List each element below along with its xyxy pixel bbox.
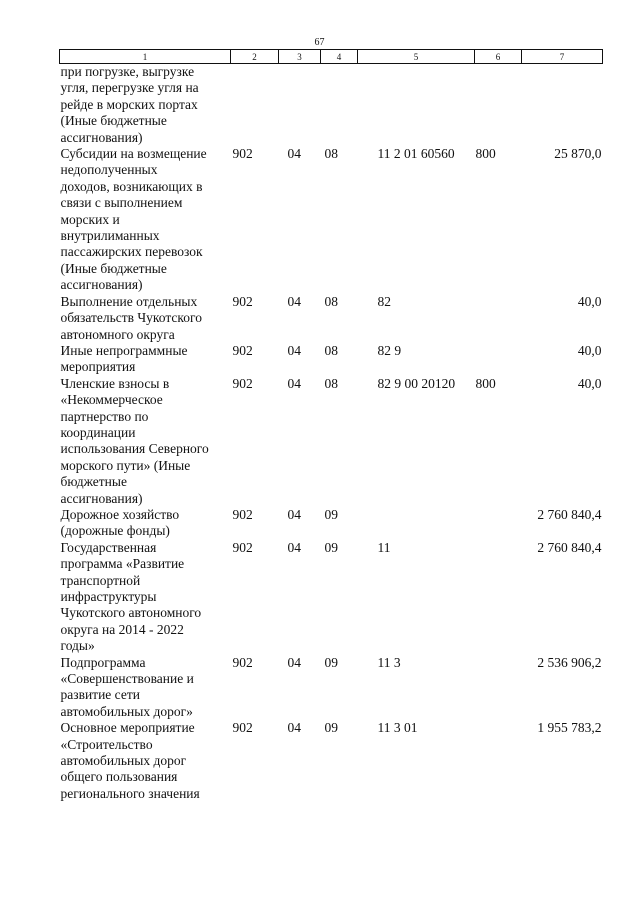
column-header-5: 5 [358,50,475,64]
admin-code-cell: 902 [232,342,253,358]
target-article-cell: 82 9 [377,342,402,358]
section-cell: 04 [287,342,301,358]
target-article-cell: 82 9 00 20120 [377,375,456,391]
table-row [60,64,603,147]
row-name-cell: Субсидии на возмещение недополученных доходов, возникающих в связи с выполнением морских и внутрилиманных пассажирских перевозок (Иные бюджетные ассигнования) [60,146,207,293]
table-row [60,343,603,376]
column-header-1: 1 [60,50,231,64]
row-name-cell: Основное мероприятие «Строительство автомобильных дорог общего пользования регионального значения [60,720,200,801]
row-name-cell: Выполнение отдельных обязательств Чукотского автономного округа [60,293,202,342]
table-row [60,655,603,721]
target-article-cell [358,507,475,540]
target-article-cell: 11 3 01 [377,720,418,736]
section-cell: 04 [287,720,301,736]
page-number: 67 [314,37,325,48]
admin-code-cell: 902 [232,654,253,670]
section-cell [279,64,321,147]
column-header-7: 7 [522,50,603,64]
target-article-cell: 82 [377,293,391,309]
amount-cell: 25 870,0 [554,146,602,162]
table-row [60,540,603,655]
expense-type-cell [475,720,522,802]
budget-table [59,49,603,802]
admin-code-cell: 902 [232,506,253,522]
table-row [60,146,603,294]
table-row [60,376,603,507]
subsection-cell: 09 [324,506,338,522]
section-cell: 04 [287,539,301,555]
target-article-cell: 11 2 01 60560 [377,146,455,162]
column-header-6: 6 [475,50,522,64]
row-name-cell: Государственная программа «Развитие транспортной инфраструктуры Чукотского автономного округа на 2014 - 2022 годы» [60,539,202,654]
subsection-cell: 09 [324,720,338,736]
subsection-cell: 08 [324,293,338,309]
column-header-4: 4 [321,50,358,64]
row-name-cell: Иные непрограммные мероприятия [60,342,188,375]
amount-cell: 40,0 [577,293,602,309]
amount-cell: 1 955 783,2 [537,720,602,736]
table-row [60,507,603,540]
subsection-cell [321,64,358,147]
amount-cell: 2 760 840,4 [537,539,602,555]
admin-code-cell: 902 [232,293,253,309]
expense-type-cell: 800 [475,375,496,391]
section-cell: 04 [287,293,301,309]
section-cell: 04 [287,654,301,670]
subsection-cell: 08 [324,375,338,391]
subsection-cell: 08 [324,342,338,358]
section-cell: 04 [287,146,301,162]
amount-cell: 2 760 840,4 [537,506,602,522]
amount-cell: 2 536 906,2 [537,654,602,670]
admin-code-cell: 902 [232,720,253,736]
table-row [60,294,603,343]
expense-type-cell [475,294,522,343]
subsection-cell: 08 [324,146,338,162]
row-name-cell: Членские взносы в «Некоммерческое партнерство по координации использования Северного морского пути» (Иные бюджетные ассигнования) [60,375,209,506]
subsection-cell: 09 [324,539,338,555]
target-article-cell [358,64,475,147]
section-cell: 04 [287,506,301,522]
row-name-cell: при погрузке, выгрузке угля, перегрузке угля на рейде в морских портах (Иные бюджетные ассигнования) [60,64,199,145]
expense-type-cell: 800 [475,146,496,162]
admin-code-cell: 902 [232,146,253,162]
table-row [60,720,603,802]
expense-type-cell [475,507,522,540]
subsection-cell: 09 [324,654,338,670]
amount-cell [522,64,603,147]
expense-type-cell [475,655,522,721]
admin-code-cell: 902 [232,539,253,555]
column-number-row [60,50,603,64]
admin-code-cell: 902 [232,375,253,391]
column-header-2: 2 [231,50,279,64]
row-name-cell: Подпрограмма «Совершенствование и развитие сети автомобильных дорог» [60,654,194,719]
target-article-cell: 11 3 [377,654,401,670]
row-name-cell: Дорожное хозяйство (дорожные фонды) [60,506,180,539]
admin-code-cell [231,64,279,147]
expense-type-cell [475,64,522,147]
expense-type-cell [475,540,522,655]
amount-cell: 40,0 [577,342,602,358]
amount-cell: 40,0 [577,375,602,391]
expense-type-cell [475,343,522,376]
section-cell: 04 [287,375,301,391]
target-article-cell: 11 [377,539,391,555]
column-header-3: 3 [279,50,321,64]
